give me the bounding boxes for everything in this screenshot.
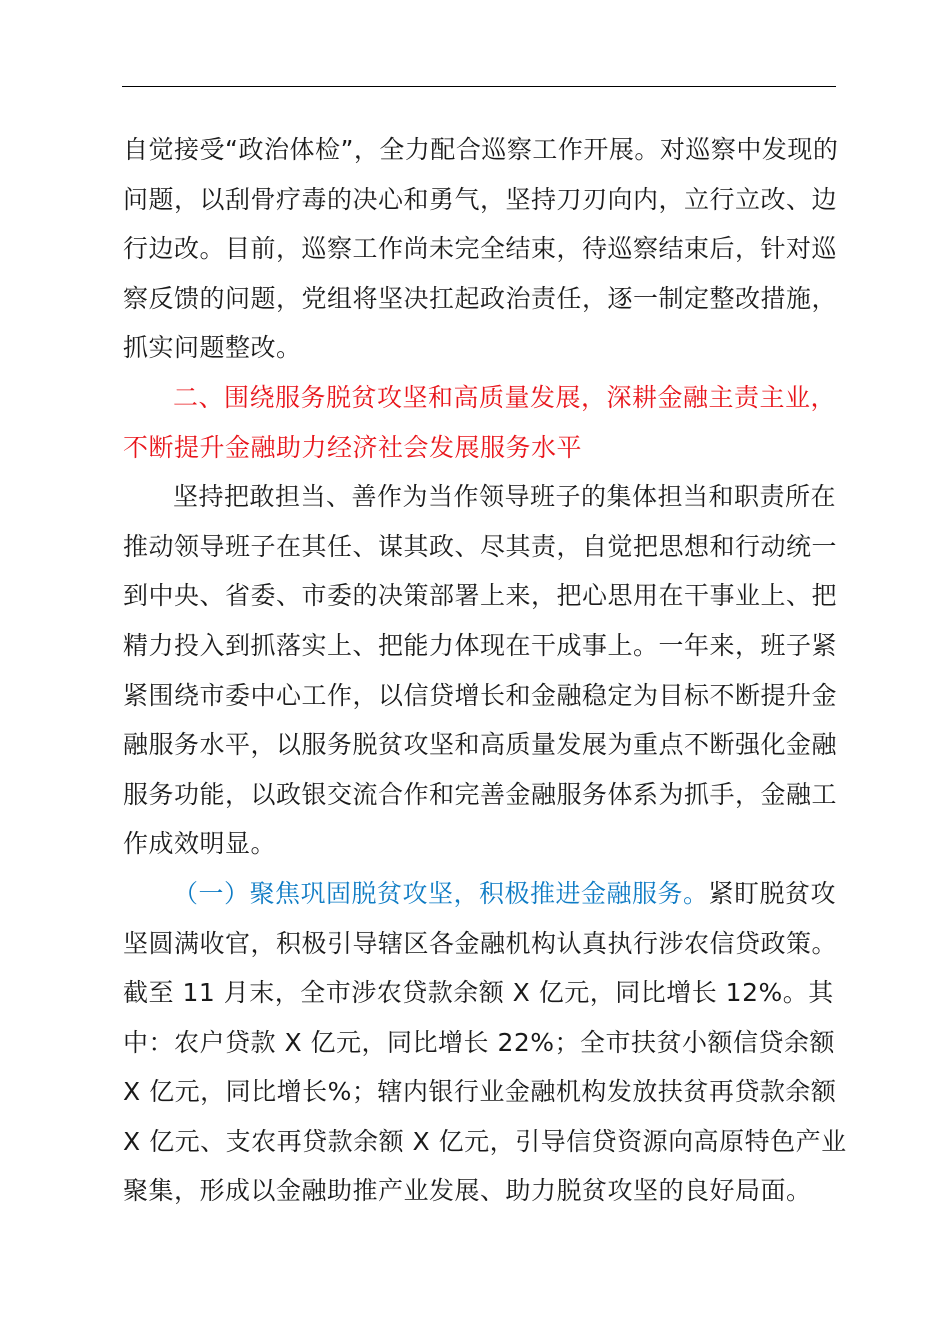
text-line: X 亿元、支农再贷款余额 X 亿元，引导信贷资源向高原特色产业 [123, 1126, 847, 1156]
text-line: 截至 11 月末，全市涉农贷款余额 X 亿元，同比增长 12%。其 [123, 978, 834, 1008]
text-line: 察反馈的问题，党组将坚决扛起政治责任，逐一制定整改措施， [123, 283, 838, 313]
text-line: 行边改。目前，巡察工作尚未完全结束，待巡察结束后，针对巡 [123, 234, 838, 264]
text-line: 自觉接受“政治体检”，全力配合巡察工作开展。对巡察中发现的 [123, 135, 839, 164]
section-heading [123, 373, 839, 472]
text-line: 聚集，形成以金融助推产业发展、助力脱贫攻坚的良好局面。 [123, 1176, 812, 1206]
heading-line: 不断提升金融助力经济社会发展服务水平 [123, 432, 583, 462]
paragraph-poverty-alleviation [123, 869, 847, 1216]
text-line: 坚圆满收官，积极引导辖区各金融机构认真执行涉农信贷政策。 [123, 928, 838, 958]
header-rule [122, 86, 836, 87]
text-line: 推动领导班子在其任、谋其政、尽其责，自觉把思想和行动统一 [123, 531, 838, 561]
paragraph-leadership [123, 472, 839, 869]
text-line [123, 869, 839, 919]
heading-line: 二、围绕服务脱贫攻坚和高质量发展，深耕金融主责主业， [173, 382, 837, 412]
text-line: X 亿元，同比增长%；辖内银行业金融机构发放扶贫再贷款余额 [123, 1077, 837, 1107]
text-line: 抓实问题整改。 [123, 333, 302, 363]
text-line: 服务功能，以政银交流合作和完善金融服务体系为抓手，金融工 [123, 779, 838, 809]
subsection-heading: （一）聚焦巩固脱贫攻坚，积极推进金融服务。 [173, 878, 709, 908]
text-line: 到中央、省委、市委的决策部署上来，把心思用在干事业上、把 [123, 581, 838, 611]
text-line: 问题，以刮骨疗毒的决心和勇气，坚持刀刃向内，立行立改、边 [123, 184, 838, 214]
document-body [123, 125, 847, 1216]
paragraph-continuation [123, 125, 839, 373]
text-line: 融服务水平，以服务脱贫攻坚和高质量发展为重点不断强化金融 [123, 730, 838, 760]
text-line: 紧围绕市委中心工作，以信贷增长和金融稳定为目标不断提升金 [123, 680, 838, 710]
text-fragment: 紧盯脱贫攻 [708, 878, 837, 908]
text-line: 作成效明显。 [123, 829, 277, 859]
text-line: 精力投入到抓落实上、把能力体现在干成事上。一年来，班子紧 [123, 630, 838, 660]
text-line: 坚持把敢担当、善作为当作领导班子的集体担当和职责所在 [173, 482, 837, 512]
text-line: 中：农户贷款 X 亿元，同比增长 22%；全市扶贫小额信贷余额 [123, 1027, 836, 1057]
